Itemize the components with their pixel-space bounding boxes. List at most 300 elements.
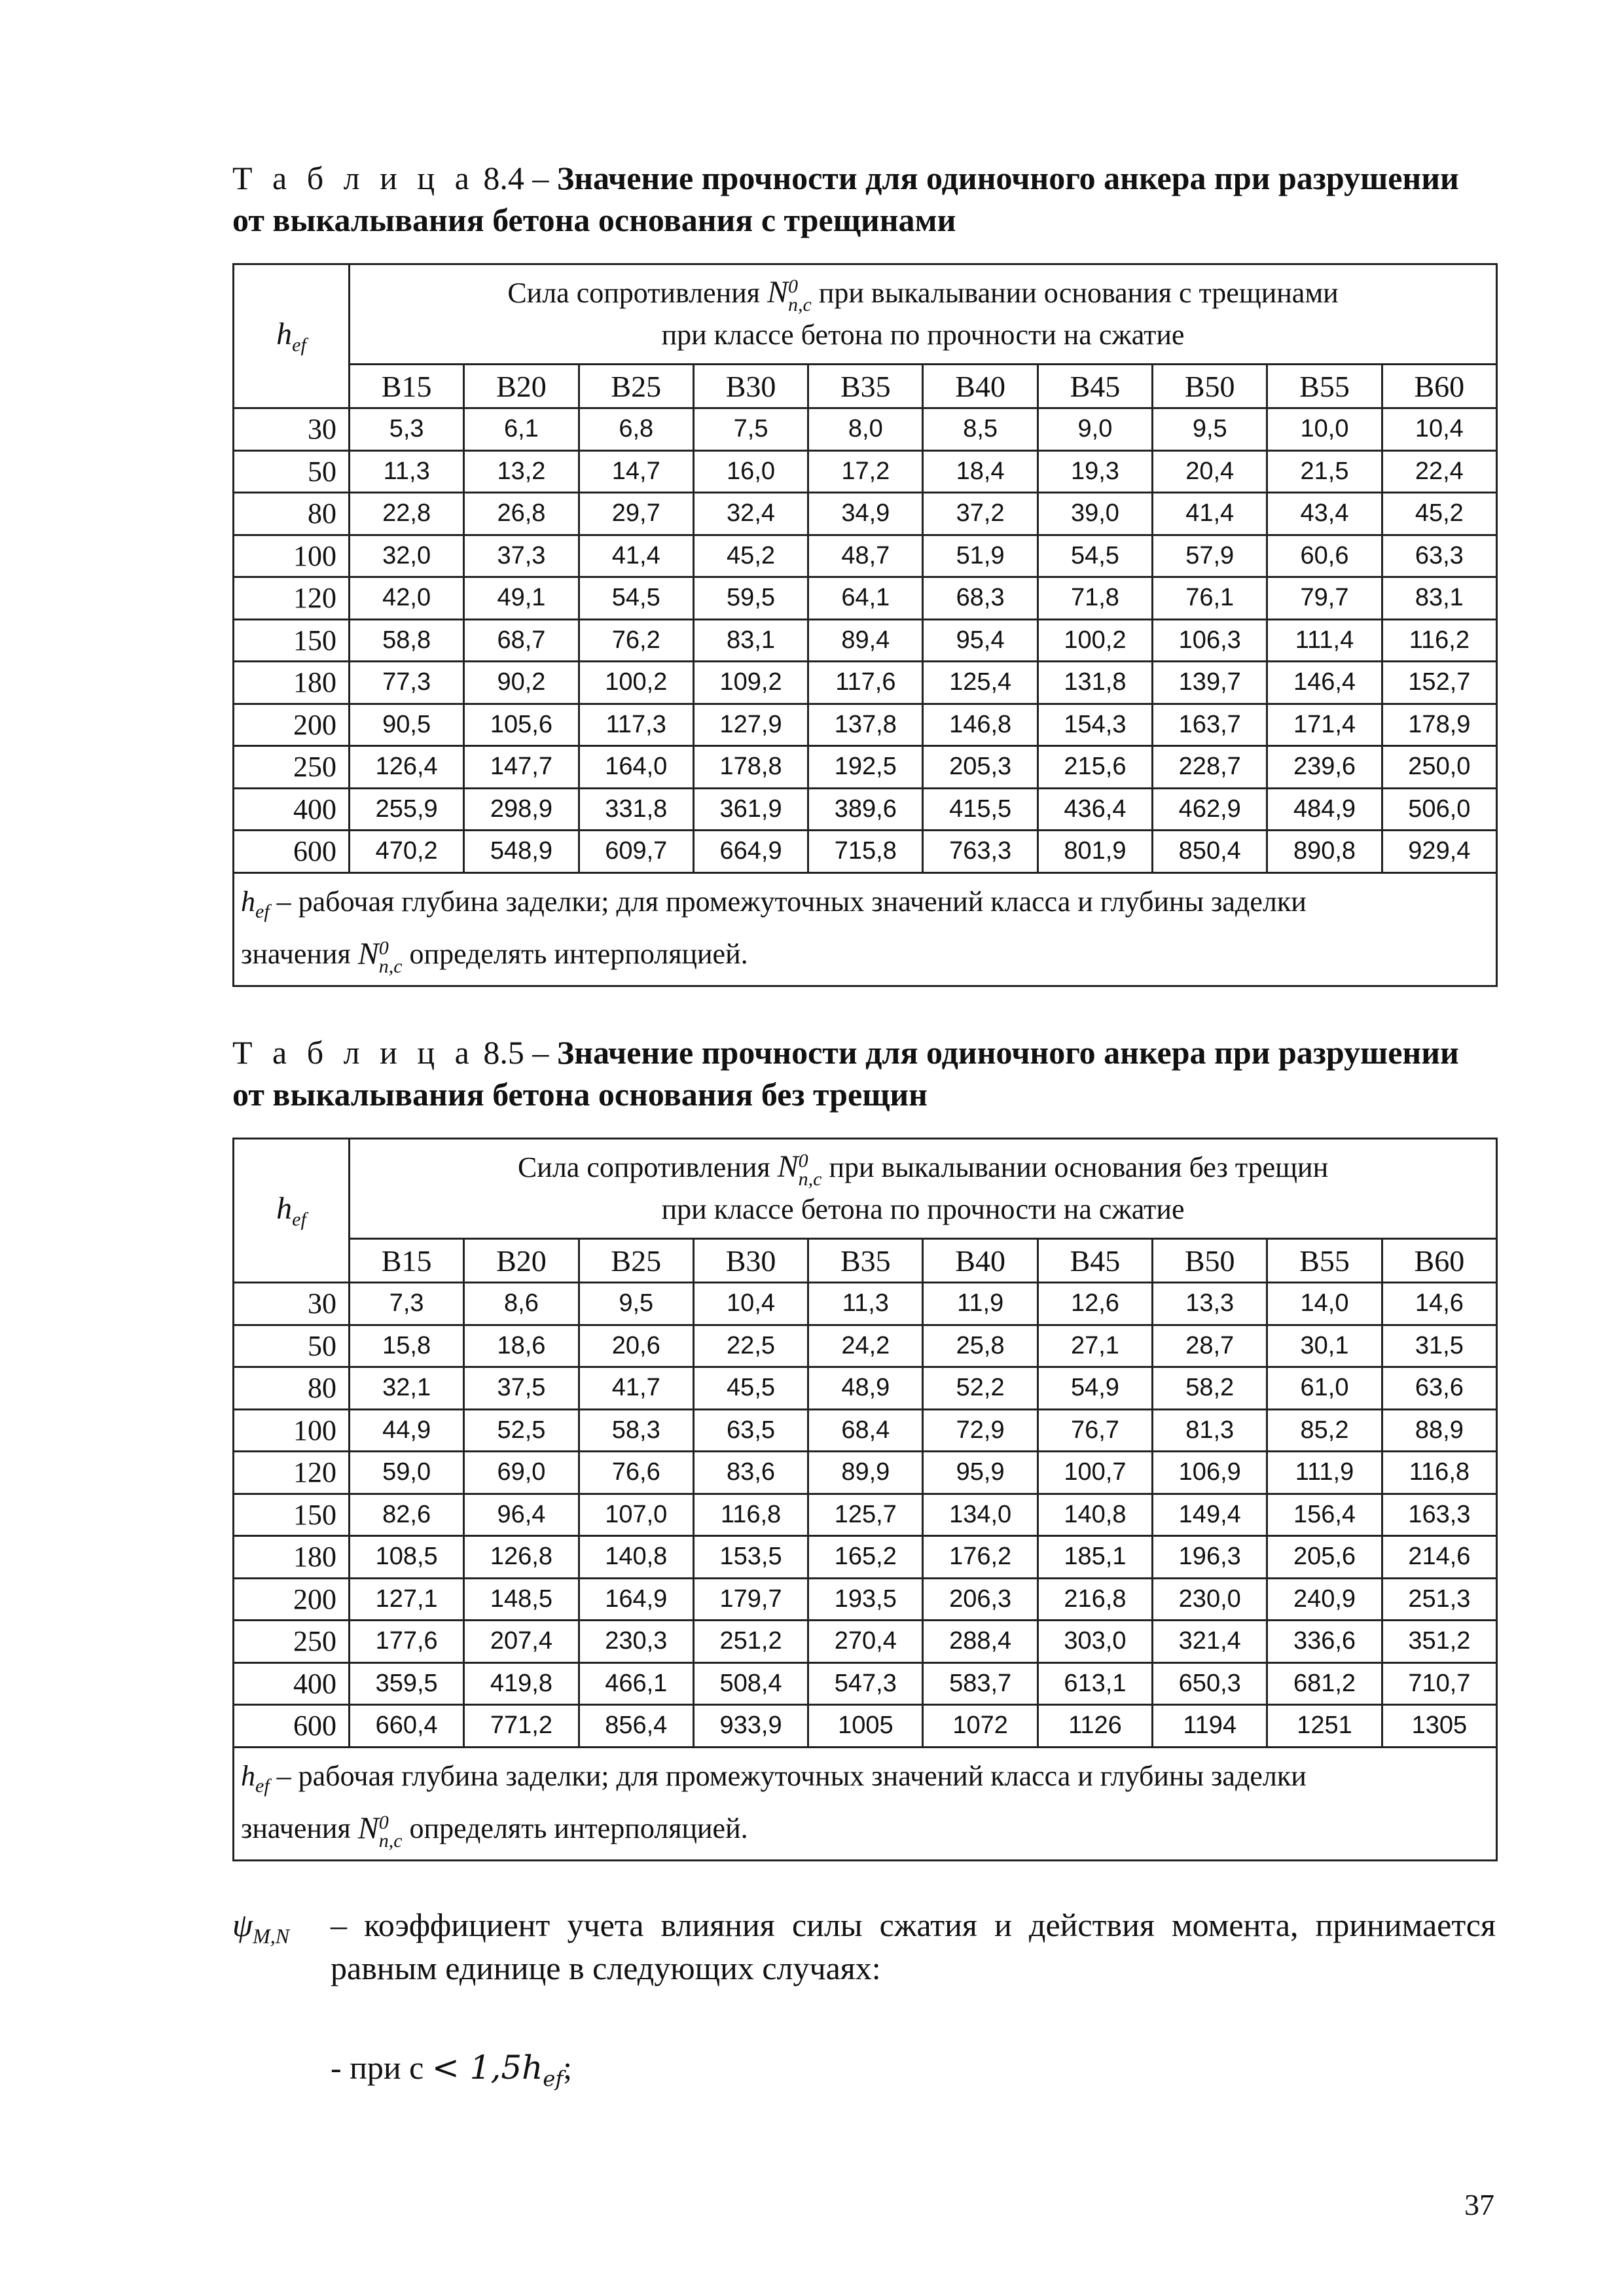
table-cell: 37,3 [464, 535, 579, 577]
table-cell: 111,4 [1267, 619, 1382, 662]
table-cell: 5,3 [350, 408, 464, 451]
table-cell: 547,3 [808, 1662, 923, 1705]
table-cell: 83,1 [693, 619, 808, 662]
concrete-class-header: В15 [350, 365, 464, 408]
table-cell: 361,9 [693, 788, 808, 831]
header-row [234, 1139, 1497, 1239]
table-row [234, 450, 1497, 493]
table-cell: 44,9 [350, 1409, 464, 1452]
table-cell: 11,3 [808, 1283, 923, 1325]
table-cell: 96,4 [464, 1494, 579, 1536]
table-cell: 117,3 [579, 704, 693, 746]
table-cell: 32,0 [350, 535, 464, 577]
table-row [234, 493, 1497, 535]
table-cell: 72,9 [923, 1409, 1038, 1452]
table-cell: 64,1 [808, 577, 923, 620]
table-cell: 153,5 [693, 1536, 808, 1579]
table-cell: 933,9 [693, 1705, 808, 1748]
table-cell: 8,5 [923, 408, 1038, 451]
concrete-class-header: В55 [1267, 365, 1382, 408]
table-cell: 134,0 [923, 1494, 1038, 1536]
table-cell: 77,3 [350, 662, 464, 704]
table-cell: 106,3 [1153, 619, 1267, 662]
table-row [234, 535, 1497, 577]
table-cell: 61,0 [1267, 1367, 1382, 1410]
table-cell: 58,8 [350, 619, 464, 662]
page-number: 37 [1464, 2188, 1494, 2221]
hef-value: 50 [234, 450, 350, 493]
table-cell: 106,9 [1153, 1452, 1267, 1494]
table-row [234, 1621, 1497, 1663]
table-cell: 109,2 [693, 662, 808, 704]
table-cell: 42,0 [350, 577, 464, 620]
concrete-class-header: В25 [579, 1239, 693, 1283]
table-cell: 1305 [1382, 1705, 1496, 1748]
hef-value: 150 [234, 619, 350, 662]
table-row [234, 1325, 1497, 1367]
table-cell: 419,8 [464, 1662, 579, 1705]
hef-value: 50 [234, 1325, 350, 1367]
table-8-4-caption [232, 157, 1496, 241]
table-row [234, 619, 1497, 662]
n-symbol: N0 n,c [767, 275, 812, 316]
table-cell: 108,5 [350, 1536, 464, 1579]
table-cell: 22,8 [350, 493, 464, 535]
hef-value: 400 [234, 1662, 350, 1705]
table-cell: 16,0 [693, 450, 808, 493]
table-cell: 90,2 [464, 662, 579, 704]
table-cell: 6,1 [464, 408, 579, 451]
table-cell: 10,4 [693, 1283, 808, 1325]
table-cell: 131,8 [1038, 662, 1152, 704]
table-cell: 37,5 [464, 1367, 579, 1410]
table-cell: 39,0 [1038, 493, 1152, 535]
table-cell: 710,7 [1382, 1662, 1496, 1705]
table-cell: 43,4 [1267, 493, 1382, 535]
table-cell: 303,0 [1038, 1621, 1152, 1663]
table-cell: 228,7 [1153, 746, 1267, 789]
table-row [234, 1536, 1497, 1579]
hef-header: $h_{ef}$ [234, 264, 350, 408]
table-cell: 27,1 [1038, 1325, 1152, 1367]
concrete-class-header: В30 [693, 365, 808, 408]
table-cell: 140,8 [1038, 1494, 1152, 1536]
table-cell: 17,2 [808, 450, 923, 493]
table-cell: 54,5 [579, 577, 693, 620]
table-cell: 52,2 [923, 1367, 1038, 1410]
table-cell: 69,0 [464, 1452, 579, 1494]
table-row [234, 746, 1497, 789]
table-cell: 37,2 [923, 493, 1038, 535]
table-cell: 90,5 [350, 704, 464, 746]
table-cell: 239,6 [1267, 746, 1382, 789]
concrete-class-header: В15 [350, 1239, 464, 1283]
table-row [234, 1578, 1497, 1621]
table-cell: 49,1 [464, 577, 579, 620]
table-cell: 171,4 [1267, 704, 1382, 746]
table-cell: 11,9 [923, 1283, 1038, 1325]
hef-value: 100 [234, 1409, 350, 1452]
table-cell: 1126 [1038, 1705, 1152, 1748]
table-cell: 771,2 [464, 1705, 579, 1748]
caption-title-line2: от выкалывания бетона основания без трещин [232, 1076, 928, 1113]
table-cell: 41,7 [579, 1367, 693, 1410]
table-cell: 15,8 [350, 1325, 464, 1367]
table-cell: 21,5 [1267, 450, 1382, 493]
concrete-class-header: В40 [923, 365, 1038, 408]
table-cell: 196,3 [1153, 1536, 1267, 1579]
table-cell: 125,4 [923, 662, 1038, 704]
table-cell: 125,7 [808, 1494, 923, 1536]
table-cell: 10,4 [1382, 408, 1496, 451]
table-cell: 59,5 [693, 577, 808, 620]
table-cell: 105,6 [464, 704, 579, 746]
table-cell: 24,2 [808, 1325, 923, 1367]
caption-label: Т а б л и ц а [232, 160, 475, 196]
table-cell: 148,5 [464, 1578, 579, 1621]
table-row [234, 1283, 1497, 1325]
table-cell: 470,2 [350, 831, 464, 873]
table-cell: 205,3 [923, 746, 1038, 789]
concrete-class-header: В20 [464, 1239, 579, 1283]
caption-label: Т а б л и ц а [232, 1034, 475, 1071]
table-8-5 [232, 1138, 1498, 1861]
table-cell: 681,2 [1267, 1662, 1382, 1705]
table-cell: 68,7 [464, 619, 579, 662]
table-cell: 52,5 [464, 1409, 579, 1452]
table-cell: 8,0 [808, 408, 923, 451]
table-cell: 178,9 [1382, 704, 1496, 746]
concrete-class-header: В20 [464, 365, 579, 408]
table-cell: 185,1 [1038, 1536, 1152, 1579]
table-cell: 548,9 [464, 831, 579, 873]
table-cell: 255,9 [350, 788, 464, 831]
concrete-class-header: В35 [808, 1239, 923, 1283]
table-cell: 359,5 [350, 1662, 464, 1705]
table-cell: 13,2 [464, 450, 579, 493]
table-cell: 215,6 [1038, 746, 1152, 789]
table-row [234, 1409, 1497, 1452]
table-cell: 11,3 [350, 450, 464, 493]
footnote-row [234, 1747, 1497, 1860]
condition-formula: < $1,5h_{ef}$ [431, 2049, 564, 2091]
table-row [234, 1494, 1497, 1536]
table-row [234, 662, 1497, 704]
table-cell: 71,8 [1038, 577, 1152, 620]
table-cell: 85,2 [1267, 1409, 1382, 1452]
table-cell: 850,4 [1153, 831, 1267, 873]
hef-value: 80 [234, 1367, 350, 1410]
table-cell: 178,8 [693, 746, 808, 789]
table-cell: 336,6 [1267, 1621, 1382, 1663]
table-cell: 58,3 [579, 1409, 693, 1452]
table-cell: 1005 [808, 1705, 923, 1748]
hef-value: 600 [234, 831, 350, 873]
table-row [234, 831, 1497, 873]
concrete-class-header: В50 [1153, 365, 1267, 408]
table-cell: 28,7 [1153, 1325, 1267, 1367]
table-cell: 856,4 [579, 1705, 693, 1748]
table-cell: 20,4 [1153, 450, 1267, 493]
table-cell: 230,0 [1153, 1578, 1267, 1621]
class-header-row [234, 365, 1497, 408]
table-cell: 466,1 [579, 1662, 693, 1705]
table-cell: 76,6 [579, 1452, 693, 1494]
table-cell: 57,9 [1153, 535, 1267, 577]
table-cell: 929,4 [1382, 831, 1496, 873]
table-cell: 10,0 [1267, 408, 1382, 451]
table-cell: 12,6 [1038, 1283, 1152, 1325]
table-row [234, 788, 1497, 831]
table-cell: 660,4 [350, 1705, 464, 1748]
table-cell: 116,2 [1382, 619, 1496, 662]
table-cell: 63,3 [1382, 535, 1496, 577]
table-cell: 436,4 [1038, 788, 1152, 831]
table-cell: 81,3 [1153, 1409, 1267, 1452]
table-cell: 68,3 [923, 577, 1038, 620]
table-cell: 32,1 [350, 1367, 464, 1410]
caption-title-line2: от выкалывания бетона основания с трещинами [232, 202, 956, 238]
table-cell: 13,3 [1153, 1283, 1267, 1325]
table-cell: 45,2 [1382, 493, 1496, 535]
table-cell: 8,6 [464, 1283, 579, 1325]
caption-number: 8.4 – [475, 160, 557, 196]
table-cell: 54,9 [1038, 1367, 1152, 1410]
hef-value: 200 [234, 1578, 350, 1621]
table-cell: 45,5 [693, 1367, 808, 1410]
table-cell: 14,7 [579, 450, 693, 493]
table-cell: 9,5 [579, 1283, 693, 1325]
table-cell: 179,7 [693, 1578, 808, 1621]
table-cell: 83,6 [693, 1452, 808, 1494]
table-cell: 48,9 [808, 1367, 923, 1410]
header-row [234, 264, 1497, 365]
concrete-class-header: В35 [808, 365, 923, 408]
concrete-class-header: В40 [923, 1239, 1038, 1283]
table-cell: 95,9 [923, 1452, 1038, 1494]
table-cell: 583,7 [923, 1662, 1038, 1705]
table-cell: 126,8 [464, 1536, 579, 1579]
psi-symbol: $\psi_{M,N}$ [232, 1907, 290, 1948]
footnote-row [234, 872, 1497, 986]
table-cell: 100,7 [1038, 1452, 1152, 1494]
table-cell: 127,9 [693, 704, 808, 746]
table-cell: 9,0 [1038, 408, 1152, 451]
table-cell: 89,9 [808, 1452, 923, 1494]
table-cell: 6,8 [579, 408, 693, 451]
table-cell: 63,5 [693, 1409, 808, 1452]
table-cell: 163,7 [1153, 704, 1267, 746]
table-cell: 68,4 [808, 1409, 923, 1452]
hef-value: 30 [234, 408, 350, 451]
table-cell: 251,2 [693, 1621, 808, 1663]
table-cell: 25,8 [923, 1325, 1038, 1367]
resistance-header: Сила сопротивления N0 n,c при выкалывании основания без трещин при классе бетона по прочности на сжатие [350, 1139, 1497, 1239]
hef-value: 400 [234, 788, 350, 831]
table-cell: 1194 [1153, 1705, 1267, 1748]
table-cell: 41,4 [579, 535, 693, 577]
hef-value: 120 [234, 577, 350, 620]
resistance-header: Сила сопротивления N0 n,c при выкалывании основания с трещинами при классе бетона по прочности на сжатие [350, 264, 1497, 365]
table-cell: 763,3 [923, 831, 1038, 873]
table-row [234, 1705, 1497, 1748]
hef-header: $h_{ef}$ [234, 1139, 350, 1283]
table-row [234, 1367, 1497, 1410]
table-cell: 214,6 [1382, 1536, 1496, 1579]
concrete-class-header: В60 [1382, 365, 1496, 408]
table-8-4 [232, 263, 1498, 987]
table-cell: 76,7 [1038, 1409, 1152, 1452]
table-cell: 31,5 [1382, 1325, 1496, 1367]
n-symbol: N0 n,c [777, 1149, 822, 1191]
table-cell: 149,4 [1153, 1494, 1267, 1536]
table-cell: 137,8 [808, 704, 923, 746]
table-cell: 1251 [1267, 1705, 1382, 1748]
table-cell: 216,8 [1038, 1578, 1152, 1621]
table-cell: 139,7 [1153, 662, 1267, 704]
table-cell: 192,5 [808, 746, 923, 789]
class-header-row [234, 1239, 1497, 1283]
table-row [234, 408, 1497, 451]
hef-value: 250 [234, 746, 350, 789]
table-cell: 45,2 [693, 535, 808, 577]
table-cell: 20,6 [579, 1325, 693, 1367]
hef-value: 100 [234, 535, 350, 577]
table-cell: 89,4 [808, 619, 923, 662]
table-cell: 240,9 [1267, 1578, 1382, 1621]
table-cell: 126,4 [350, 746, 464, 789]
concrete-class-header: В60 [1382, 1239, 1496, 1283]
table-cell: 1072 [923, 1705, 1038, 1748]
concrete-class-header: В55 [1267, 1239, 1382, 1283]
table-cell: 152,7 [1382, 662, 1496, 704]
table-cell: 18,6 [464, 1325, 579, 1367]
table-cell: 609,7 [579, 831, 693, 873]
table-cell: 484,9 [1267, 788, 1382, 831]
table-cell: 100,2 [579, 662, 693, 704]
concrete-class-header: В25 [579, 365, 693, 408]
table-cell: 156,4 [1267, 1494, 1382, 1536]
table-cell: 30,1 [1267, 1325, 1382, 1367]
concrete-class-header: В45 [1038, 1239, 1152, 1283]
table-cell: 389,6 [808, 788, 923, 831]
hef-value: 600 [234, 1705, 350, 1748]
table-cell: 164,0 [579, 746, 693, 789]
table-cell: 76,1 [1153, 577, 1267, 620]
table-cell: 7,5 [693, 408, 808, 451]
table-row [234, 1452, 1497, 1494]
table-cell: 82,6 [350, 1494, 464, 1536]
table-row [234, 577, 1497, 620]
table-cell: 26,8 [464, 493, 579, 535]
concrete-class-header: В45 [1038, 365, 1152, 408]
table-cell: 193,5 [808, 1578, 923, 1621]
table-footnote: $h_{ef}$ – рабочая глубина заделки; для промежуточных значений класса и глубины заделки значения N0 n,c определять интерполяцией. [234, 872, 1497, 986]
table-cell: 715,8 [808, 831, 923, 873]
table-cell: 116,8 [693, 1494, 808, 1536]
caption-title-line1: Значение прочности для одиночного анкера при разрушении [556, 160, 1459, 196]
table-cell: 331,8 [579, 788, 693, 831]
table-cell: 506,0 [1382, 788, 1496, 831]
table-cell: 270,4 [808, 1621, 923, 1663]
table-cell: 29,7 [579, 493, 693, 535]
table-cell: 51,9 [923, 535, 1038, 577]
table-cell: 321,4 [1153, 1621, 1267, 1663]
table-cell: 116,8 [1382, 1452, 1496, 1494]
table-cell: 177,6 [350, 1621, 464, 1663]
table-cell: 7,3 [350, 1283, 464, 1325]
table-cell: 462,9 [1153, 788, 1267, 831]
table-cell: 88,9 [1382, 1409, 1496, 1452]
table-cell: 41,4 [1153, 493, 1267, 535]
table-cell: 14,6 [1382, 1283, 1496, 1325]
n-symbol: N0 n,c [357, 936, 403, 977]
table-row [234, 1662, 1497, 1705]
table-cell: 415,5 [923, 788, 1038, 831]
table-cell: 147,7 [464, 746, 579, 789]
hef-value: 80 [234, 493, 350, 535]
table-cell: 664,9 [693, 831, 808, 873]
table-row [234, 704, 1497, 746]
table-cell: 250,0 [1382, 746, 1496, 789]
table-cell: 58,2 [1153, 1367, 1267, 1410]
table-cell: 63,6 [1382, 1367, 1496, 1410]
table-cell: 76,2 [579, 619, 693, 662]
table-cell: 351,2 [1382, 1621, 1496, 1663]
table-cell: 19,3 [1038, 450, 1152, 493]
table-cell: 59,0 [350, 1452, 464, 1494]
table-cell: 176,2 [923, 1536, 1038, 1579]
table-cell: 650,3 [1153, 1662, 1267, 1705]
table-cell: 22,4 [1382, 450, 1496, 493]
psi-text: – коэффициент учета влияния силы сжатия и действия момента, принимается равным единице в следующих случаях: [331, 1907, 1496, 1986]
table-cell: 79,7 [1267, 577, 1382, 620]
table-cell: 22,5 [693, 1325, 808, 1367]
caption-title-line1: Значение прочности для одиночного анкера при разрушении [556, 1034, 1459, 1071]
table-cell: 83,1 [1382, 577, 1496, 620]
table-cell: 613,1 [1038, 1662, 1152, 1705]
hef-value: 180 [234, 1536, 350, 1579]
table-cell: 48,7 [808, 535, 923, 577]
condition-bullet: - при $c < 1,5h_{ef}$; [331, 2049, 573, 2091]
table-cell: 95,4 [923, 619, 1038, 662]
table-cell: 164,9 [579, 1578, 693, 1621]
table-cell: 54,5 [1038, 535, 1152, 577]
table-cell: 14,0 [1267, 1283, 1382, 1325]
hef-value: 30 [234, 1283, 350, 1325]
table-cell: 146,8 [923, 704, 1038, 746]
table-cell: 146,4 [1267, 662, 1382, 704]
table-cell: 117,6 [808, 662, 923, 704]
table-cell: 165,2 [808, 1536, 923, 1579]
table-cell: 127,1 [350, 1578, 464, 1621]
table-cell: 288,4 [923, 1621, 1038, 1663]
table-cell: 18,4 [923, 450, 1038, 493]
table-cell: 60,6 [1267, 535, 1382, 577]
table-cell: 163,3 [1382, 1494, 1496, 1536]
hef-value: 200 [234, 704, 350, 746]
table-cell: 207,4 [464, 1621, 579, 1663]
table-cell: 154,3 [1038, 704, 1152, 746]
hef-value: 180 [234, 662, 350, 704]
table-cell: 230,3 [579, 1621, 693, 1663]
table-cell: 801,9 [1038, 831, 1152, 873]
caption-number: 8.5 – [475, 1034, 557, 1071]
table-cell: 206,3 [923, 1578, 1038, 1621]
hef-value: 120 [234, 1452, 350, 1494]
table-cell: 34,9 [808, 493, 923, 535]
table-cell: 100,2 [1038, 619, 1152, 662]
